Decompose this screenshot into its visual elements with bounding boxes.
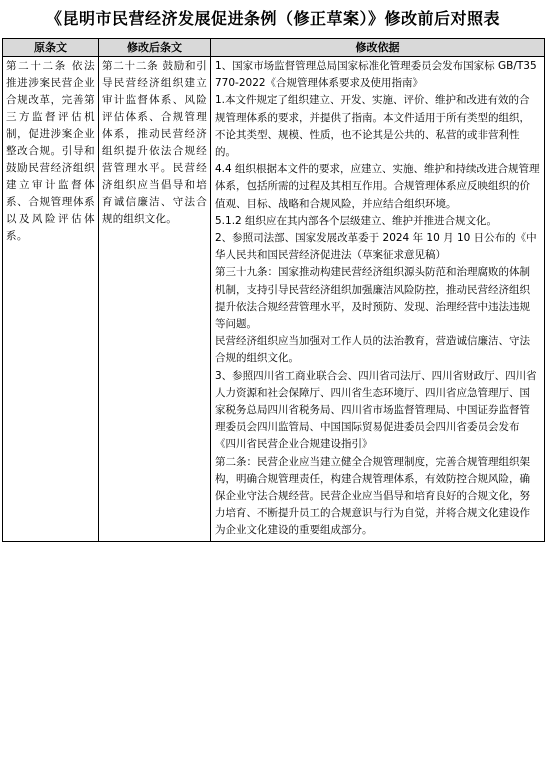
basis-paragraph: 民营经济组织应当加强对工作人员的法治教育，营造诚信廉洁、守法合规的组织文化。: [215, 335, 530, 365]
original-article-cell: 第二十二条 依法推进涉案民营企业合规改革，完善第三方监督评估机制，促进涉案企业整改合规。引导和鼓励民营经济组织建立审计监督体系、合规管理体系以及风险评估体系。: [3, 57, 99, 542]
basis-cell: [211, 57, 545, 542]
header-revised: 修改后条文: [99, 39, 211, 57]
basis-paragraph: 第三十九条：国家推动构建民营经济组织源头防范和治理腐败的体制机制，支持引导民营经济组织加强廉洁风险防控，推动民营经济组织提升依法合规经营管理水平，及时预防、发现、治理经营中违法违规等问题。: [215, 266, 530, 331]
basis-paragraph: 2、参照司法部、国家发展改革委于 2024 年 10 月 10 日公布的《中华人民共和国民营经济促进法（草案征求意见稿）: [215, 232, 537, 262]
basis-paragraph: 第二条：民营企业应当建立健全合规管理制度，完善合规管理组织架构，明确合规管理责任，构建合规管理体系，有效防控合规风险，确保企业守法合规经营。民营企业应当倡导和培育良好的合规文化，努力培育、不断提升员工的合规意识与行为自觉，并将合规文化建设作为企业文化建设的重要组成部分。: [215, 455, 530, 537]
table-header-row: [3, 39, 545, 57]
revised-article-cell: 第二十二条 鼓励和引导民营经济组织建立审计监督体系、风险评估体系、合规管理体系，推动民营经济组织提升依法合规经营管理水平。民营经济组织应当倡导和培育诚信廉洁、守法合规的组织文化。: [99, 57, 211, 542]
table-row: [3, 57, 545, 542]
basis-paragraph: 3、参照四川省工商业联合会、四川省司法厅、四川省财政厅、四川省人力资源和社会保障厅、四川省生态环境厅、四川省应急管理厅、国家税务总局四川省税务局、四川省市场监督管理局、中国证券监督管理委员会四川监管局、中国国际贸易促进委员会四川省委员会发布《四川省民营企业合规建设指引》: [215, 369, 537, 451]
basis-paragraph: 4.4 组织根据本文件的要求，应建立、实施、维护和持续改进合规管理体系，包括所需的过程及其相互作用。合规管理体系应反映组织的价值观、目标、战略和合规风险，并应结合组织环境。: [215, 163, 540, 210]
basis-paragraph: 1、国家市场监督管理总局国家标准化管理委员会发布国家标 GB/T35770-2022《合规管理体系要求及使用指南》: [215, 60, 537, 90]
basis-paragraph: 5.1.2 组织应在其内部各个层级建立、维护并推进合规文化。: [215, 214, 498, 227]
page-title: 《昆明市民营经济发展促进条例（修正草案）》修改前后对照表: [45, 9, 500, 28]
basis-paragraph: 1.本文件规定了组织建立、开发、实施、评价、维护和改进有效的合规管理体系的要求，并提供了指南。本文件适用于所有类型的组织，不论其类型、规模、性质，也不论其是公共的、私营的或非营利性的。: [215, 94, 530, 159]
header-original: 原条文: [3, 39, 99, 57]
header-basis: 修改依据: [211, 39, 545, 57]
comparison-table: [2, 38, 545, 542]
